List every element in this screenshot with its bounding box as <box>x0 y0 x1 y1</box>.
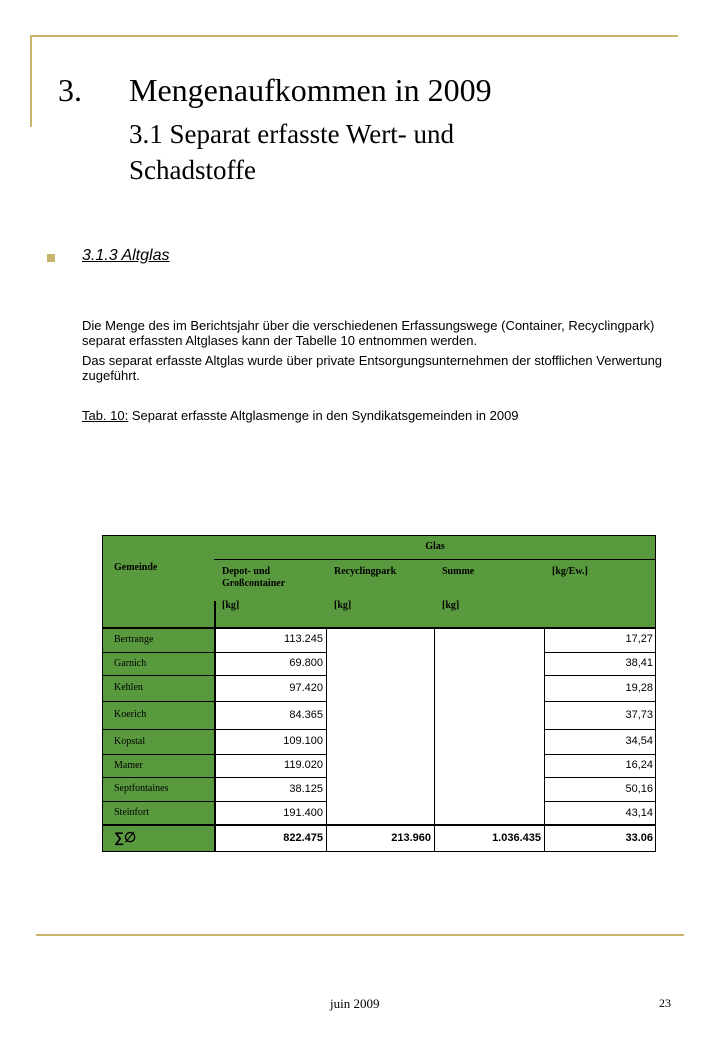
row-per-ew-value: 16,24 <box>625 759 653 771</box>
glas-group-label: Glas <box>425 541 445 552</box>
gemeinde-divider <box>214 601 216 852</box>
header-bottom-border <box>102 627 656 629</box>
depot-divider <box>326 627 327 852</box>
col-recyclingpark-unit: [kg] <box>334 600 352 611</box>
gemeinde-header-label: Gemeinde <box>114 562 158 573</box>
bullet-square-icon <box>47 254 55 262</box>
row-per-ew-value: 17,27 <box>625 633 653 645</box>
total-depot: 822.475 <box>283 832 323 844</box>
col-recyclingpark-label: Recyclingpark <box>334 566 397 577</box>
col-depot-unit: [kg] <box>222 600 240 611</box>
row-gemeinde: Kehlen <box>102 675 214 701</box>
left-rule <box>30 35 32 127</box>
col-summe-label: Summe <box>442 566 475 577</box>
row-gemeinde: Septfontaines <box>102 777 214 801</box>
table-top-border <box>102 535 656 536</box>
row-depot-value: 97.420 <box>289 682 323 694</box>
row-depot-value: 113.245 <box>284 633 323 645</box>
section-heading: 3.1.3 Altglas <box>82 247 170 264</box>
total-recyclingpark: 213.960 <box>391 832 431 844</box>
total-label: ∑∅ <box>114 829 137 845</box>
title-number: 3. <box>58 72 82 108</box>
row-per-ew-value: 50,16 <box>625 783 653 795</box>
header-group-divider <box>214 559 656 560</box>
table-right-border <box>655 535 656 852</box>
row-divider-right <box>544 675 656 676</box>
table-left-border <box>102 535 103 852</box>
paragraph-1: Die Menge des im Berichtsjahr über die verschiedenen Erfassungswege (Container, Recyclingpark) separat erfassten Altglases kann der Tabelle 10 entnommen werden. <box>82 318 655 348</box>
row-per-ew-value: 34,54 <box>625 735 653 747</box>
col-header-summe <box>434 559 544 627</box>
row-gemeinde: Garnich <box>102 652 214 675</box>
total-label-cell <box>102 825 214 852</box>
total-summe: 1.036.435 <box>492 832 541 844</box>
col-header-recyclingpark <box>326 559 434 627</box>
bottom-rule <box>36 934 684 936</box>
col-summe-unit: [kg] <box>442 600 460 611</box>
row-gemeinde: Steinfort <box>102 801 214 825</box>
row-depot-value: 109.100 <box>283 735 323 747</box>
row-per-ew-value: 19,28 <box>625 682 653 694</box>
glas-group-header <box>214 535 656 559</box>
summe-divider <box>544 627 545 852</box>
row-depot-value: 119.020 <box>284 759 323 771</box>
title-main: Mengenaufkommen in 2009 <box>129 72 492 108</box>
col-depot-label: Depot- und Großcontainer <box>222 566 286 589</box>
row-divider-right <box>544 777 656 778</box>
top-rule <box>30 35 678 37</box>
row-depot-value: 69.800 <box>289 657 323 669</box>
footer-date: juin 2009 <box>330 996 380 1011</box>
row-depot-value: 84.365 <box>289 709 323 721</box>
table-caption <box>82 408 519 423</box>
row-gemeinde: Koerich <box>102 701 214 729</box>
glass-table <box>102 535 656 852</box>
row-per-ew-value: 43,14 <box>625 807 653 819</box>
paragraph-2: Das separat erfasste Altglas wurde über private Entsorgungsunternehmen der stofflichen Verwertung zugeführt. <box>82 353 663 383</box>
caption-label: Tab. 10: <box>82 408 129 423</box>
row-per-ew-value: 37,73 <box>625 709 653 721</box>
row-divider-right <box>544 754 656 755</box>
caption-text: Separat erfasste Altglasmenge in den Syndikatsgemeinden in 2009 <box>131 408 519 423</box>
page-number: 23 <box>659 996 671 1010</box>
total-top-border <box>102 824 656 826</box>
row-divider-right <box>544 801 656 802</box>
row-gemeinde: Kopstal <box>102 729 214 754</box>
col-header-depot <box>214 559 326 627</box>
row-gemeinde: Bertrange <box>102 627 214 652</box>
title-sub: 3.1 Separat erfasste Wert- und Schadstoffe <box>129 119 454 185</box>
row-divider-right <box>544 652 656 653</box>
total-per-ew: 33.06 <box>625 832 653 844</box>
row-depot-value: 191.400 <box>283 807 323 819</box>
gemeinde-header <box>102 535 214 627</box>
row-divider-right <box>544 701 656 702</box>
recyclingpark-divider <box>434 627 435 852</box>
row-gemeinde: Mamer <box>102 754 214 777</box>
row-per-ew-value: 38,41 <box>625 657 653 669</box>
col-per-ew-label: [kg/Ew.] <box>552 566 588 577</box>
table-bottom-border <box>102 851 656 852</box>
col-header-per-ew <box>544 559 656 627</box>
row-depot-value: 38.125 <box>289 783 323 795</box>
row-divider-right <box>544 729 656 730</box>
